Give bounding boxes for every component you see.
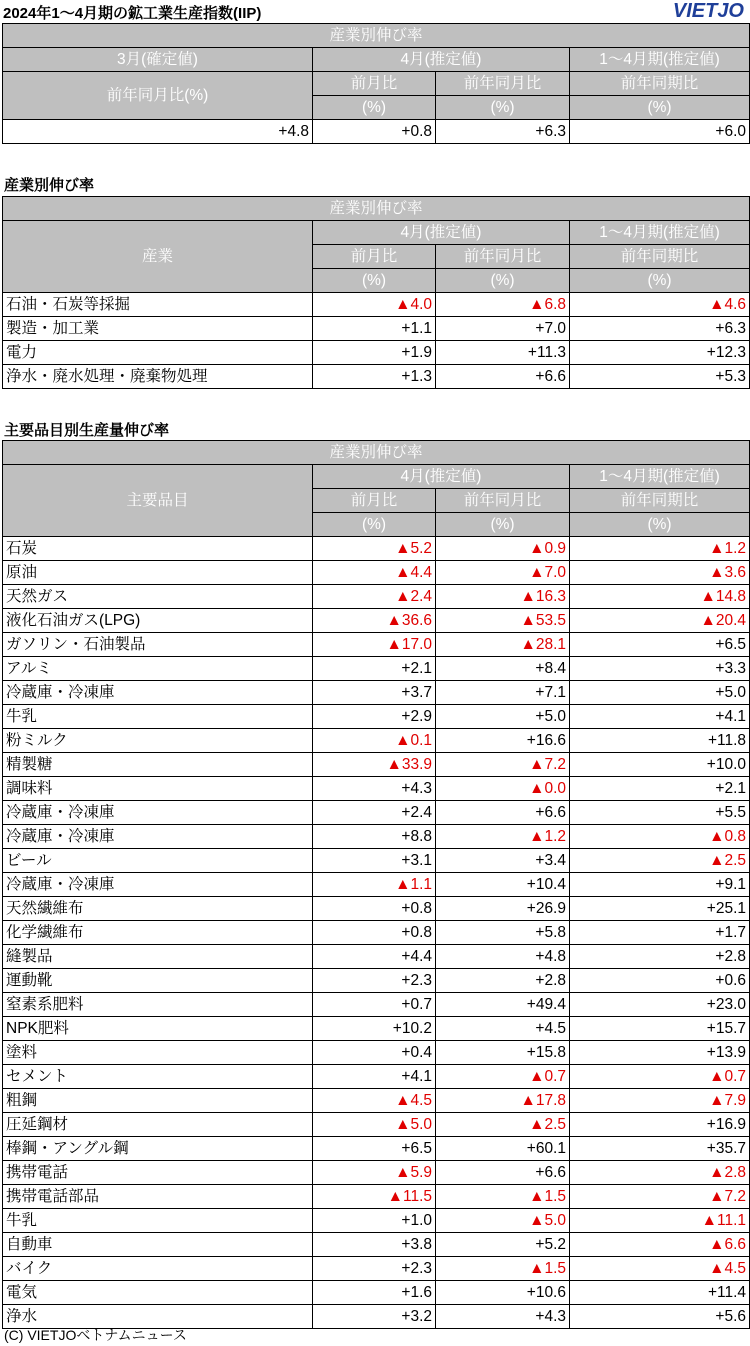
- row-label: 圧延鋼材: [3, 1113, 313, 1137]
- row-value-yoy: ▲28.1: [436, 633, 570, 657]
- industry-table: [2, 196, 750, 389]
- table3-sub-mom: 前月比: [313, 489, 436, 513]
- row-value-yoy: +7.1: [436, 681, 570, 705]
- row-value-yoy: ▲16.3: [436, 585, 570, 609]
- table1-pct: (%): [570, 96, 750, 120]
- table-row: [3, 969, 750, 993]
- table1-pct: (%): [436, 96, 570, 120]
- row-value-mom: ▲4.0: [313, 293, 436, 317]
- table-row: [3, 1185, 750, 1209]
- table-row: [3, 609, 750, 633]
- row-value-ytd: ▲4.6: [570, 293, 750, 317]
- table2-col-april: 4月(推定値): [313, 221, 570, 245]
- table3-sub-yoy: 前年同月比: [436, 489, 570, 513]
- row-value-yoy: +8.4: [436, 657, 570, 681]
- row-value-mom: +3.1: [313, 849, 436, 873]
- row-value-mom: ▲5.2: [313, 537, 436, 561]
- page-title: 2024年1〜4月期の鉱工業生産指数(IIP): [3, 5, 262, 22]
- row-value-ytd: ▲20.4: [570, 609, 750, 633]
- row-value-mom: +1.3: [313, 365, 436, 389]
- table-row: [3, 293, 750, 317]
- row-value-yoy: ▲6.8: [436, 293, 570, 317]
- table-row: [3, 873, 750, 897]
- table2-sub-yoy: 前年同月比: [436, 245, 570, 269]
- row-value-yoy: +5.2: [436, 1233, 570, 1257]
- row-label: 自動車: [3, 1233, 313, 1257]
- row-label: 牛乳: [3, 705, 313, 729]
- table3-pct: (%): [436, 513, 570, 537]
- vietjo-logo: VIETJO: [672, 0, 744, 22]
- row-value-mom: ▲1.1: [313, 873, 436, 897]
- table2-pct: (%): [570, 269, 750, 293]
- table1-sub-ytd: 前年同期比: [570, 72, 750, 96]
- row-value-ytd: ▲14.8: [570, 585, 750, 609]
- row-value-ytd: ▲7.9: [570, 1089, 750, 1113]
- row-value-mom: +0.4: [313, 1041, 436, 1065]
- row-value-mom: ▲5.0: [313, 1113, 436, 1137]
- row-value-ytd: +35.7: [570, 1137, 750, 1161]
- row-value-ytd: ▲0.8: [570, 825, 750, 849]
- row-value-ytd: ▲11.1: [570, 1209, 750, 1233]
- table-row: [3, 537, 750, 561]
- row-label: 冷蔵庫・冷凍庫: [3, 873, 313, 897]
- row-value-ytd: +15.7: [570, 1017, 750, 1041]
- table2-col-ytd: 1〜4月期(推定値): [570, 221, 750, 245]
- row-value-mom: ▲17.0: [313, 633, 436, 657]
- row-label: 液化石油ガス(LPG): [3, 609, 313, 633]
- row-value-yoy: +49.4: [436, 993, 570, 1017]
- row-label: ビール: [3, 849, 313, 873]
- row-label: 窒素系肥料: [3, 993, 313, 1017]
- table-row: [3, 945, 750, 969]
- row-label: 浄水: [3, 1305, 313, 1329]
- row-value-ytd: +6.5: [570, 633, 750, 657]
- row-value-yoy: +2.8: [436, 969, 570, 993]
- table-row: [3, 365, 750, 389]
- table-row: [3, 1257, 750, 1281]
- row-value-yoy: ▲1.2: [436, 825, 570, 849]
- table3-pct: (%): [313, 513, 436, 537]
- row-value-mom: +3.8: [313, 1233, 436, 1257]
- row-value-ytd: +25.1: [570, 897, 750, 921]
- table-row: [3, 1281, 750, 1305]
- table3-label-header: 主要品目: [3, 465, 313, 537]
- table3-sub-ytd: 前年同期比: [570, 489, 750, 513]
- row-value-mom: +1.6: [313, 1281, 436, 1305]
- row-value-ytd: +11.8: [570, 729, 750, 753]
- table3-header-top: 産業別伸び率: [3, 441, 750, 465]
- row-value-mom: +1.0: [313, 1209, 436, 1233]
- row-value-ytd: +16.9: [570, 1113, 750, 1137]
- table-row: [3, 921, 750, 945]
- row-label: 棒鋼・アングル鋼: [3, 1137, 313, 1161]
- row-value-ytd: +2.1: [570, 777, 750, 801]
- row-value-ytd: ▲2.5: [570, 849, 750, 873]
- row-value-yoy: +10.6: [436, 1281, 570, 1305]
- table-row: [3, 341, 750, 365]
- table-row: [3, 729, 750, 753]
- section-title-items: 主要品目別生産量伸び率: [4, 422, 170, 439]
- row-label: 粗鋼: [3, 1089, 313, 1113]
- table1-col-april: 4月(推定値): [313, 48, 570, 72]
- table3-pct: (%): [570, 513, 750, 537]
- row-value-mom: +10.2: [313, 1017, 436, 1041]
- table-row: [3, 1161, 750, 1185]
- table-row: [3, 849, 750, 873]
- table-row: [3, 1233, 750, 1257]
- row-value-mom: +2.1: [313, 657, 436, 681]
- row-value-ytd: ▲1.2: [570, 537, 750, 561]
- table2-label-header: 産業: [3, 221, 313, 293]
- row-label: アルミ: [3, 657, 313, 681]
- row-value-ytd: ▲4.5: [570, 1257, 750, 1281]
- row-value-ytd: ▲6.6: [570, 1233, 750, 1257]
- row-value-ytd: +5.5: [570, 801, 750, 825]
- row-value-yoy: ▲5.0: [436, 1209, 570, 1233]
- row-value-yoy: ▲7.2: [436, 753, 570, 777]
- table-row: [3, 585, 750, 609]
- row-value-mom: +3.2: [313, 1305, 436, 1329]
- row-value-yoy: ▲1.5: [436, 1257, 570, 1281]
- row-value-yoy: +4.5: [436, 1017, 570, 1041]
- table3-col-april: 4月(推定値): [313, 465, 570, 489]
- table1-value-ytd: +6.0: [570, 120, 750, 144]
- row-value-yoy: +4.8: [436, 945, 570, 969]
- row-value-ytd: +5.3: [570, 365, 750, 389]
- table-row: [3, 801, 750, 825]
- row-value-yoy: +10.4: [436, 873, 570, 897]
- row-value-yoy: ▲53.5: [436, 609, 570, 633]
- row-label: 精製糖: [3, 753, 313, 777]
- row-label: 冷蔵庫・冷凍庫: [3, 801, 313, 825]
- table2-sub-ytd: 前年同期比: [570, 245, 750, 269]
- row-label: 浄水・廃水処理・廃棄物処理: [3, 365, 313, 389]
- row-value-mom: +2.4: [313, 801, 436, 825]
- row-value-yoy: +6.6: [436, 365, 570, 389]
- row-label: 石炭: [3, 537, 313, 561]
- table-row: [3, 317, 750, 341]
- row-label: 塗料: [3, 1041, 313, 1065]
- row-label: バイク: [3, 1257, 313, 1281]
- table1-header-top: 産業別伸び率: [3, 24, 750, 48]
- row-value-ytd: +4.1: [570, 705, 750, 729]
- row-label: 縫製品: [3, 945, 313, 969]
- row-value-yoy: +3.4: [436, 849, 570, 873]
- table2-header-top: 産業別伸び率: [3, 197, 750, 221]
- table-row: [3, 1065, 750, 1089]
- row-value-yoy: +4.3: [436, 1305, 570, 1329]
- row-label: 天然繊維布: [3, 897, 313, 921]
- row-label: 牛乳: [3, 1209, 313, 1233]
- row-value-ytd: +0.6: [570, 969, 750, 993]
- row-value-mom: ▲4.4: [313, 561, 436, 585]
- row-value-mom: +1.1: [313, 317, 436, 341]
- row-label: 冷蔵庫・冷凍庫: [3, 681, 313, 705]
- table1-sub-mom: 前月比: [313, 72, 436, 96]
- row-label: セメント: [3, 1065, 313, 1089]
- row-value-yoy: ▲0.0: [436, 777, 570, 801]
- row-value-mom: +4.3: [313, 777, 436, 801]
- table2-pct: (%): [436, 269, 570, 293]
- row-label: 電力: [3, 341, 313, 365]
- row-value-yoy: +5.0: [436, 705, 570, 729]
- table3-col-ytd: 1〜4月期(推定値): [570, 465, 750, 489]
- row-value-yoy: +60.1: [436, 1137, 570, 1161]
- table-row: [3, 777, 750, 801]
- row-label: 電気: [3, 1281, 313, 1305]
- row-value-mom: +0.8: [313, 921, 436, 945]
- table-row: [3, 897, 750, 921]
- row-value-ytd: +5.6: [570, 1305, 750, 1329]
- table1-sub-yoy: 前年同月比: [436, 72, 570, 96]
- row-value-mom: ▲2.4: [313, 585, 436, 609]
- table2-pct: (%): [313, 269, 436, 293]
- row-value-ytd: ▲7.2: [570, 1185, 750, 1209]
- row-value-ytd: +6.3: [570, 317, 750, 341]
- row-label: 化学繊維布: [3, 921, 313, 945]
- row-value-mom: +4.4: [313, 945, 436, 969]
- row-value-yoy: ▲0.7: [436, 1065, 570, 1089]
- row-value-ytd: +5.0: [570, 681, 750, 705]
- table-row: [3, 705, 750, 729]
- row-label: ガソリン・石油製品: [3, 633, 313, 657]
- row-value-ytd: +10.0: [570, 753, 750, 777]
- table-row: [3, 1113, 750, 1137]
- row-value-yoy: ▲0.9: [436, 537, 570, 561]
- row-label: 原油: [3, 561, 313, 585]
- table1-col-march: 3月(確定値): [3, 48, 313, 72]
- copyright-footer: (C) VIETJOベトナムニュース: [4, 1327, 187, 1343]
- table-row: [3, 1041, 750, 1065]
- row-value-mom: +6.5: [313, 1137, 436, 1161]
- row-value-mom: +4.1: [313, 1065, 436, 1089]
- table-row: [3, 633, 750, 657]
- row-value-yoy: +7.0: [436, 317, 570, 341]
- table-row: [3, 1137, 750, 1161]
- table-row: [3, 1209, 750, 1233]
- row-label: 携帯電話: [3, 1161, 313, 1185]
- table1-value-mom: +0.8: [313, 120, 436, 144]
- row-value-ytd: +23.0: [570, 993, 750, 1017]
- row-value-mom: +2.3: [313, 1257, 436, 1281]
- row-label: 冷蔵庫・冷凍庫: [3, 825, 313, 849]
- row-label: 石油・石炭等採掘: [3, 293, 313, 317]
- overall-table: [2, 23, 750, 144]
- row-value-ytd: ▲2.8: [570, 1161, 750, 1185]
- row-label: 製造・加工業: [3, 317, 313, 341]
- row-value-yoy: ▲2.5: [436, 1113, 570, 1137]
- row-value-yoy: +6.6: [436, 1161, 570, 1185]
- table-row: [3, 825, 750, 849]
- row-value-yoy: +11.3: [436, 341, 570, 365]
- row-value-mom: +8.8: [313, 825, 436, 849]
- table1-col-ytd: 1〜4月期(推定値): [570, 48, 750, 72]
- row-value-mom: +0.7: [313, 993, 436, 1017]
- table-row: [3, 1089, 750, 1113]
- row-value-ytd: +11.4: [570, 1281, 750, 1305]
- row-value-mom: ▲5.9: [313, 1161, 436, 1185]
- row-value-mom: ▲0.1: [313, 729, 436, 753]
- row-value-mom: ▲33.9: [313, 753, 436, 777]
- row-value-yoy: ▲17.8: [436, 1089, 570, 1113]
- row-value-mom: +2.9: [313, 705, 436, 729]
- table-row: [3, 657, 750, 681]
- table2-sub-mom: 前月比: [313, 245, 436, 269]
- row-value-ytd: +3.3: [570, 657, 750, 681]
- row-value-mom: +1.9: [313, 341, 436, 365]
- table-row: [3, 681, 750, 705]
- row-value-yoy: ▲1.5: [436, 1185, 570, 1209]
- row-value-yoy: +6.6: [436, 801, 570, 825]
- row-value-yoy: +5.8: [436, 921, 570, 945]
- row-label: 携帯電話部品: [3, 1185, 313, 1209]
- items-table: [2, 440, 750, 1329]
- row-value-mom: +3.7: [313, 681, 436, 705]
- table-row: [3, 561, 750, 585]
- row-value-yoy: +16.6: [436, 729, 570, 753]
- row-value-ytd: +2.8: [570, 945, 750, 969]
- row-label: 運動靴: [3, 969, 313, 993]
- table1-value-yoy: +6.3: [436, 120, 570, 144]
- row-value-ytd: ▲3.6: [570, 561, 750, 585]
- row-label: 調味料: [3, 777, 313, 801]
- row-value-ytd: +12.3: [570, 341, 750, 365]
- row-value-mom: +0.8: [313, 897, 436, 921]
- row-value-ytd: ▲0.7: [570, 1065, 750, 1089]
- row-value-ytd: +1.7: [570, 921, 750, 945]
- row-value-mom: ▲36.6: [313, 609, 436, 633]
- row-value-mom: ▲11.5: [313, 1185, 436, 1209]
- table-row: [3, 1017, 750, 1041]
- row-value-ytd: +13.9: [570, 1041, 750, 1065]
- row-value-yoy: +15.8: [436, 1041, 570, 1065]
- row-label: 粉ミルク: [3, 729, 313, 753]
- row-value-ytd: +9.1: [570, 873, 750, 897]
- row-value-yoy: ▲7.0: [436, 561, 570, 585]
- section-title-industry: 産業別伸び率: [4, 177, 95, 194]
- row-label: 天然ガス: [3, 585, 313, 609]
- row-value-mom: ▲4.5: [313, 1089, 436, 1113]
- table1-pct: (%): [313, 96, 436, 120]
- table-row: [3, 993, 750, 1017]
- table1-sub-march: 前年同月比(%): [3, 72, 313, 120]
- table1-value-march: +4.8: [3, 120, 313, 144]
- row-label: NPK肥料: [3, 1017, 313, 1041]
- row-value-mom: +2.3: [313, 969, 436, 993]
- row-value-yoy: +26.9: [436, 897, 570, 921]
- table-row: [3, 753, 750, 777]
